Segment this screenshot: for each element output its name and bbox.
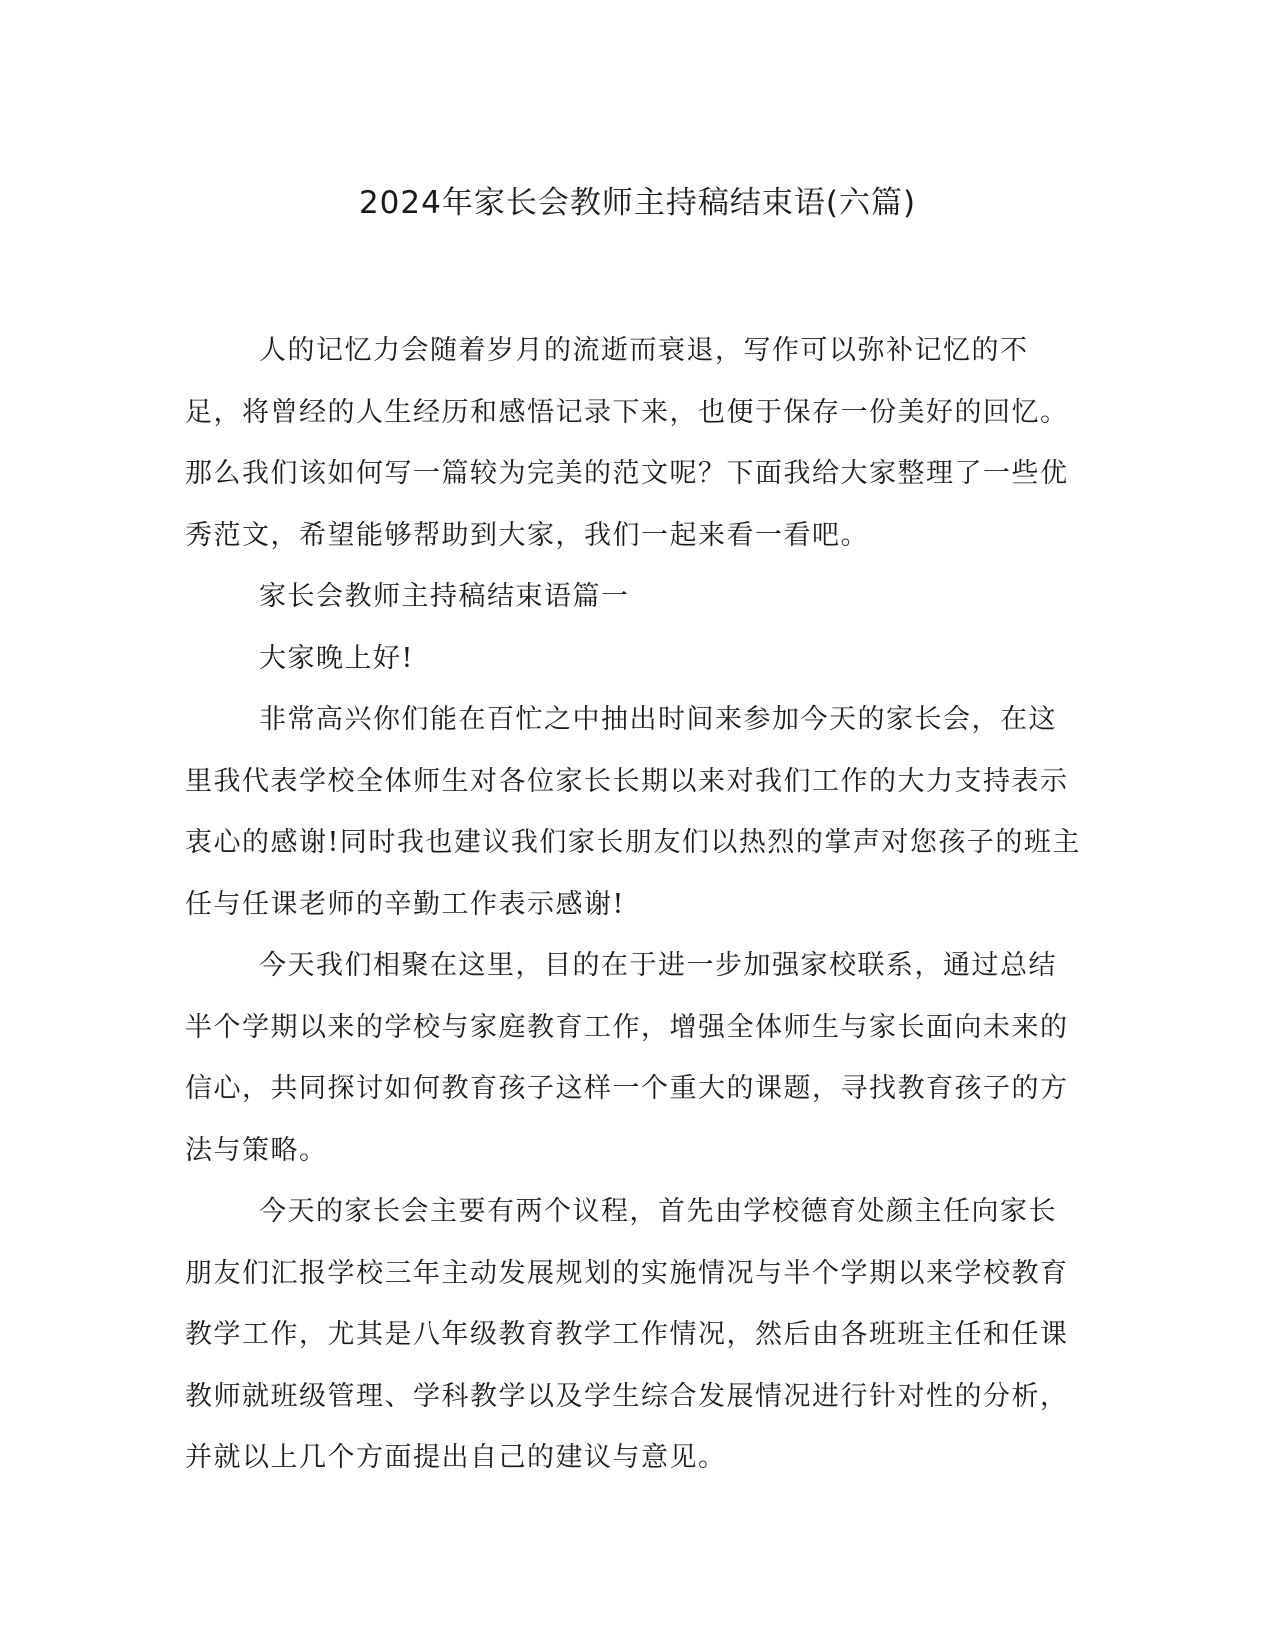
section-heading: 家长会教师主持稿结束语篇一 [259,581,630,612]
body-paragraph: 今天我们相聚在这里，目的在于进一步加强家校联系，通过总结半个学期以来的学校与家庭教育工作，增强全体师生与家长面向未来的信心，共同探讨如何教育孩子这样一个重大的课题，寻找教育孩子的方法与策略。 [185,950,1069,1166]
intro-paragraph: 人的记忆力会随着岁月的流逝而衰退，写作可以弥补记忆的不足，将曾经的人生经历和感悟记录下来，也便于保存一份美好的回忆。那么我们该如何写一篇较为完美的范文呢？下面我给大家整理了一些优秀范文，希望能够帮助到大家，我们一起来看一看吧。 [185,335,1069,551]
document-body [185,320,1085,1489]
document-title: 2024年家长会教师主持稿结束语(六篇) [358,185,917,221]
body-paragraph: 非常高兴你们能在百忙之中抽出时间来参加今天的家长会，在这里我代表学校全体师生对各位家长长期以来对我们工作的大力支持表示衷心的感谢!同时我也建议我们家长朋友们以热烈的掌声对您孩子的班主任与任课老师的辛勤工作表示感谢! [185,704,1081,920]
body-paragraph: 今天的家长会主要有两个议程，首先由学校德育处颜主任向家长朋友们汇报学校三年主动发展规划的实施情况与半个学期以来学校教育教学工作，尤其是八年级教育教学工作情况，然后由各班班主任和任课教师就班级管理、学科教学以及学生综合发展情况进行针对性的分析，并就以上几个方面提出自己的建议与意见。 [185,1196,1069,1473]
greeting-paragraph: 大家晚上好! [259,642,414,674]
